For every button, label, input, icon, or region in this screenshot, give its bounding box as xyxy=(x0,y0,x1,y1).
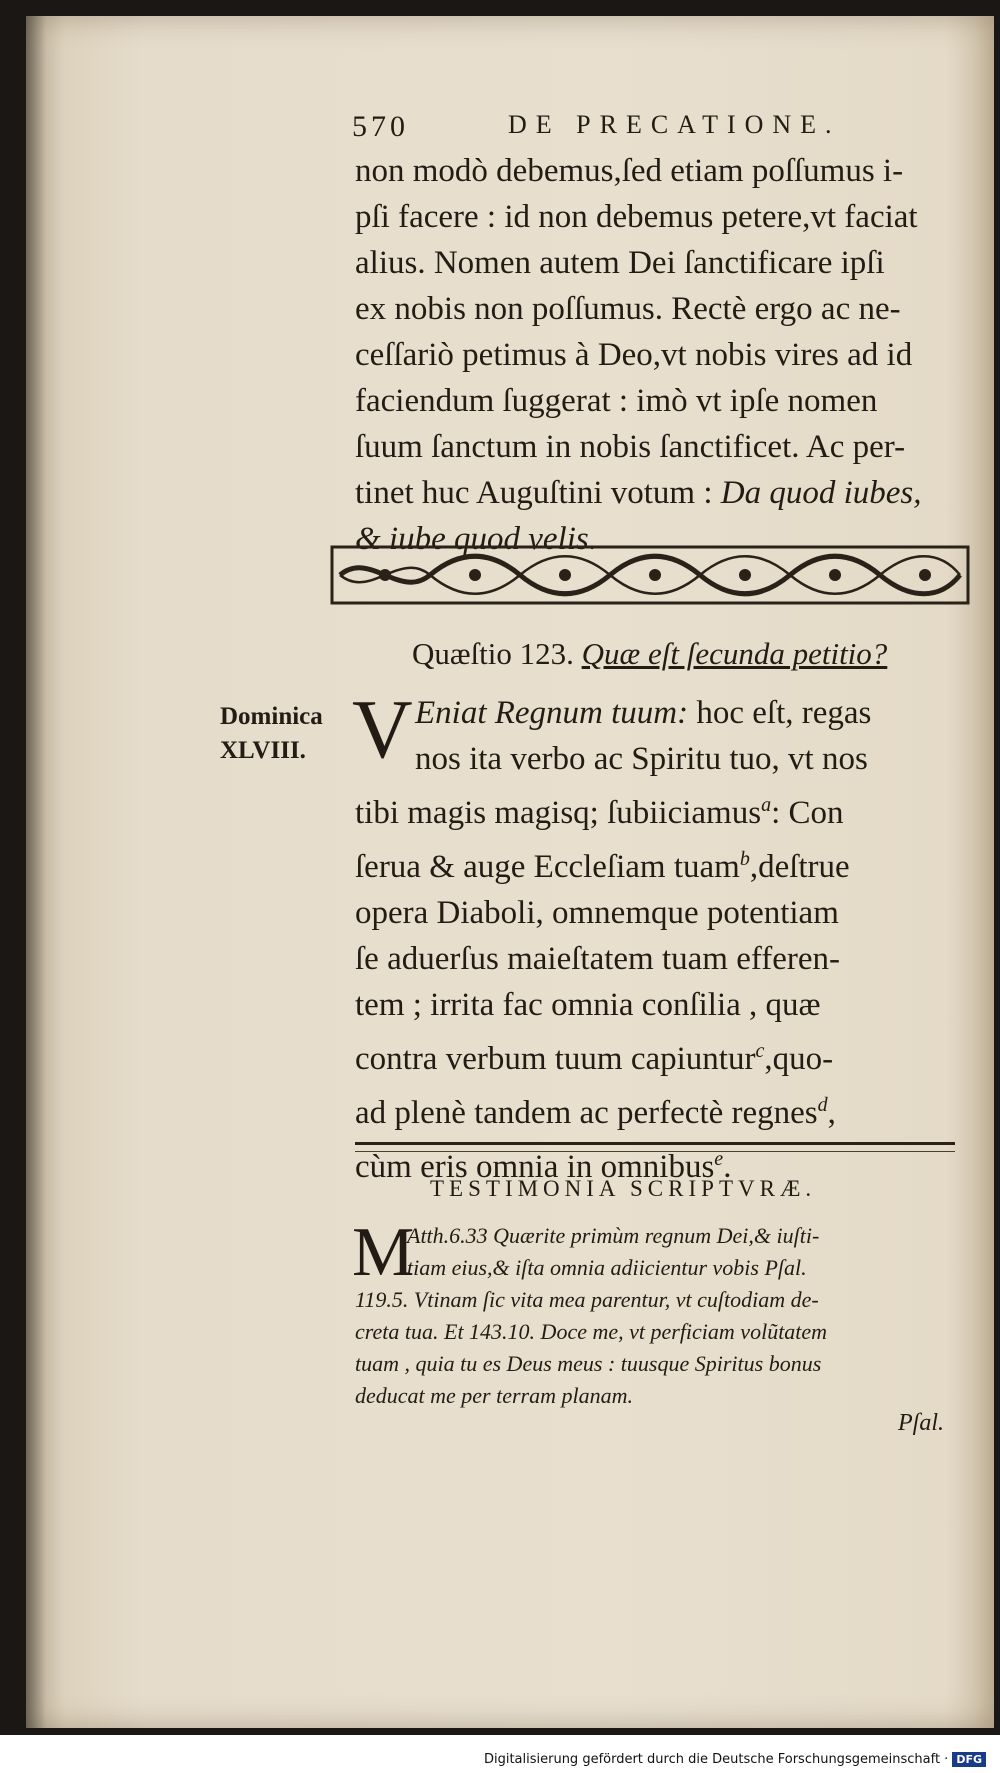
text-line: alius. Nomen autem Dei ſanctificare ipſi xyxy=(355,245,885,281)
footnote-marker: a xyxy=(761,794,772,816)
testimonia-paragraph xyxy=(355,1220,975,1412)
running-header xyxy=(352,110,872,150)
text-line: Atth.6.33 Quærite primùm regnum Dei,& iuſti- xyxy=(407,1223,820,1248)
text-line: ſerua & auge Eccleſiam tuam$^b$,deſtrue xyxy=(355,848,850,885)
margin-note xyxy=(220,700,323,768)
footnote-marker: b xyxy=(739,848,750,870)
footnote-marker: c xyxy=(755,1040,765,1062)
question-label: Quæſtio 123. xyxy=(412,636,582,671)
text-line: tiam eius,& iſta omnia adiicientur vobis Pſal. xyxy=(407,1255,807,1280)
ornamental-divider xyxy=(330,545,970,605)
margin-note-line: Dominica xyxy=(220,703,323,730)
section-rule-thin xyxy=(355,1151,955,1152)
text-line: contra verbum tuum capiuntur$^c$,quo- xyxy=(355,1040,834,1077)
gutter-shadow xyxy=(26,16,46,1728)
text-line: faciendum ſuggerat : imò vt ipſe nomen xyxy=(355,383,878,419)
text-line: ſuum ſanctum in nobis ſanctificet. Ac per- xyxy=(355,429,906,465)
text-line: tem ; irrita fac omnia conſilia , quæ xyxy=(355,987,821,1023)
augustine-quote: Da quod iubes, xyxy=(720,475,922,511)
answer-paragraph xyxy=(355,690,975,1190)
text-line: pſi facere : id non debemus petere,vt faciat xyxy=(355,199,918,235)
augustine-quote-end: & iube quod velis. xyxy=(355,521,597,557)
body-paragraph xyxy=(355,148,975,562)
question-text: Quæ eſt ſecunda petitio? xyxy=(581,636,888,671)
drop-cap: M xyxy=(352,1214,415,1291)
text-line: deducat me per terram planam. xyxy=(355,1383,634,1408)
section-rule xyxy=(355,1142,955,1145)
page-number: 570 xyxy=(352,110,409,143)
drop-cap: V xyxy=(352,683,413,776)
text-line: tuam , quia tu es Deus meus : tuusque Spiritus bonus xyxy=(355,1351,822,1376)
text-line: non modò debemus,ſed etiam poſſumus i- xyxy=(355,153,904,189)
text-line: cùm eris omnia in omnibus$^e$. xyxy=(355,1148,732,1185)
digitization-credit: Digitalisierung gefördert durch die Deutsche Forschungsgemeinschaft · DFG xyxy=(484,1752,986,1767)
footnote-marker: e xyxy=(714,1148,724,1170)
text-line: ad plenè tandem ac perfectè regnes$^d$, xyxy=(355,1094,836,1131)
footnote-marker: d xyxy=(817,1094,828,1116)
text-line: 119.5. Vtinam ſic vita mea parentur, vt cuſtodiam de- xyxy=(355,1287,819,1312)
text-line: nos ita verbo ac Spiritu tuo, vt nos xyxy=(415,741,868,777)
text-line: ex nobis non poſſumus. Rectè ergo ac ne- xyxy=(355,291,901,327)
running-title: DE PRECATIONE. xyxy=(508,110,841,139)
catchword: Pſal. xyxy=(898,1410,944,1436)
text-line: Eniat Regnum tuum: hoc eſt, regas xyxy=(415,695,872,731)
text-line: tibi magis magisq; ſubiiciamus$^a$: Con xyxy=(355,794,844,831)
text-line: creta tua. Et 143.10. Doce me, vt perficiam volũtatem xyxy=(355,1319,828,1344)
testimonia-heading: TESTIMONIA SCRIPTVRÆ. xyxy=(430,1176,817,1201)
text-line: ceſſariò petimus à Deo,vt nobis vires ad id xyxy=(355,337,913,373)
text-line: ſe aduerſus maieſtatem tuam efferen- xyxy=(355,941,840,977)
dfg-logo: DFG xyxy=(952,1752,986,1767)
text-line: tinet huc Auguſtini votum : Da quod iubes, xyxy=(355,475,922,511)
text-line: opera Diaboli, omnemque potentiam xyxy=(355,895,839,931)
question-heading xyxy=(412,636,887,672)
margin-note-line: XLVIII. xyxy=(220,737,306,764)
